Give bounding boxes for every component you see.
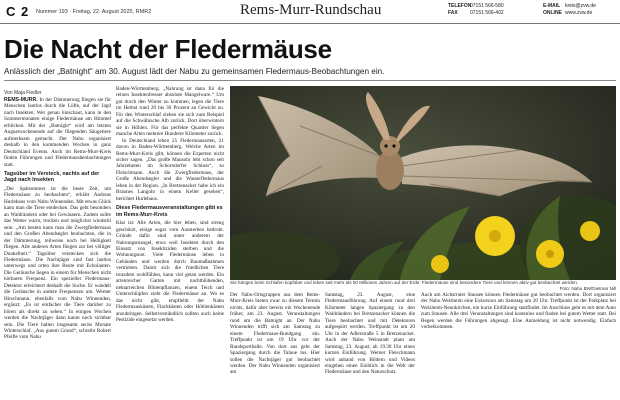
intro-text: In der Dämmerung fliegen sie für Menschen lautlos durch die Lüfte, auf der Jagd nach Insekten. Wer genau hinschaut, kann in den Sommermonaten einige Fledermäuse am Himmel erblicken. Mit der „Batnight“ wird am letzten Augustwochenende auf die fliegenden Säugetiere aufmerksam gemacht. Der Nabu organisiert deshalb in den kommenden Wochen in ganz Deutschland Events. Auch im Rems-Murr-Kreis finden Führungen und Fledermausbeobachtungen statt. [4, 97, 111, 168]
contact-value: 07151 566-580 [470, 3, 504, 9]
contact-key: ONLINE [543, 10, 562, 16]
masthead [0, 0, 620, 24]
article-column-2 [116, 86, 224, 397]
subheading: Diese Fledermausveranstaltungen gibt es im Rems-Murr-Kreis [116, 205, 223, 218]
article-column-5: Auch am Aichstruter Stausee können Fledermäuse gut beobachtet werden. Dort organisiert der Nabu Welzheim eine Exkursion am Samstag um 20 Uhr. Treffpunkt ist der Parkplatz bei Welzheim-Neunkirchen, ein kurze Einführung stattfindet. Im Anschluss geht es mit dem Auto zum Stausee. Alle drei Veranstaltungen sind kostenlos und finden bei gutem Wetter statt. Bei Regen werden die Führungen abgesagt. Eine Anmeldung ist nicht notwendig. Einfach vorbeikommen. [421, 292, 616, 331]
issue-info: Nummer 193 · Freitag, 22. August 2025, RMR2 [36, 9, 152, 15]
article-column-3: Der Nabu-Ortsgruppen aus dem Rems-Murr-Kreis bieten zwar zu diesem Termin nichts, dafür aber bereits ein Wochenende früher, am 23. August. Veranstaltungen rund um die Batnight an. Der Nabu Winnenden trifft sich am Samstag zu einem Fledermaus-Rundgang ein. Treffpunkt ist um 19 Uhr vor der Rundsporthalle. Von dort aus geht der Spaziergang durch die Talaue los. Hier sollen die Nachtjäger gut beobachtet werden. Der Nabu Winnenden organisiert am [230, 292, 320, 376]
contact-key: FAX [448, 10, 458, 16]
body-paragraph: Baden-Württemberg. „Nahrung ist dann für die reinen Insektenfresser absolute Mangelware.“ Um gut durch den Winter zu kommen, legen die Tiere im Herbst rund 20 bis 30 Prozent an Gewicht zu. Für den Winterschlaf ziehen sie sich zum Beispiel auf die Schwäbische Alb zurück. Dort überwintern sie in Höhlen. Für das perfekte Quartier liegen manche Arten mehrere Hunderte Kilometer zurück. [116, 86, 224, 138]
paper-name: Rems-Murr-Rundschau [240, 2, 382, 18]
body-paragraph: In Deutschland leben 25 Fledermausarten, 21 davon in Baden-Württemberg. Welche Arten im Rems-Murr-Kreis gibt, können die Experten nicht sicher sagen. „Das große Mausohr lebt schon seit Jahrzehnten im Schorndorfer Schloss“, so Fleischmann. Auch die Zwergfledermaus, der Große Abendsegler und die Wasserfledermaus leben in der Region. „In Bretzenacker habe ich ein Braunes Langohr in einem Keller gesehen“, berichtet Hurlebaus. [116, 137, 224, 202]
photo-credit: Foto: Nabu BW/Dietmar Nill [559, 286, 616, 291]
bat-illustration [230, 86, 616, 280]
body-paragraph: „Der Spätsommer ist die beste Zeit, um Fledermäuse zu beobachten“, erklärt Andreas Hurlebaus vom Nabu Winnenden. Mit etwas Glück kann man die Tiere entdecken. Das geht besonders an Waldrändern oder bei Gewässern. Zudem sollte das Wetter warm, trocken und möglichst windstill sein. „Am besten kann man die Zwergfledermaus und den Großen Abendsegler beobachten, die in der Dämmerung, teilweise noch bei Helligkeit fliegen. Alle anderen Arten fliegen zur bei völliger Dunkelheit.“ Tagsüber verstecken sich die Fledermäuse. Die Nachtjäger sind fast lautlos unterwegs und orten ihre Beute mit Echolauten. Die Geräusche liegen in einem für Menschen nicht hörbaren Frequenz. Ein spezieller Fledermaus-Detektor erleichtert deshalb die Suche. Er wandelt die Geräusche in andere Frequenzen um. Werner Hirschmann, ebenfalls vom Nabu Winnenden, ergänzt: „Es ist einfacher die Tiere darüber zu hören als direkt zu sehen.“ In einigen Wochen werden die Nachtjäger dann kaum noch sichtbar sein. Die Tiere halten insgesamt sechs Monate Winterschlaf. „Aus gutem Grund“, schreibt Robert Pfeifle vom Nabu [4, 185, 111, 341]
body-paragraph: Klar ist: Alle Arten, die hier leben, sind streng geschützt, einige sogar vom Aussterben bedroht. Gründe dafür sind unter anderem der Nahrungsmangel, etwa weil Insekten durch den Einsatz von Insektiziden sterben und die Wohnungsnot. Viele Fledermäuse leben in Gebäuden und werden durch Baumaßnahmen vertrieben. Damit sich die friedlichen Tiere trotzdem wohlfühlen, kann viel getan werden. Ein artenreicher Garten mit nachtblühenden, nektarreichen Blütenpflanzen, einem Teich und Unterschlüpfen zieht die Fledermäuse an. Wo es das nicht gibt, empfiehlt der Nabu Fledermauskästen, Flachkästen oder Höhlenkästen anzubringen. Selbstverständlich sollten auch keine Pestizide eingesetzt werden. [116, 220, 224, 323]
contact-key: E-MAIL [543, 3, 561, 9]
contact-value: kreis@zvw.de [565, 3, 596, 9]
headline: Die Nacht der Fledermäuse [4, 34, 332, 64]
contact-value: 07151 566-402 [470, 10, 504, 16]
divider [4, 80, 616, 81]
article-column-1 [4, 97, 111, 397]
dateline: REMS-MURR. [4, 97, 38, 103]
subheading: Tagsüber im Versteck, nachts auf der Jagd nach Insekten [4, 170, 100, 184]
contact-key: TELEFON [448, 3, 472, 9]
bat-photo [230, 86, 616, 280]
article-column-4: Samstag, 23. August, eine Fledermausführung. Auf einem rund drei Kilometer langen Spaziergang zu den Waldrändern bei Bretzenacker können die Tiere beobachtet und mit Detektoren aufgespürt werden. Treffpunkt ist um 20 Uhr in der Adlerstraße 5 in Bretzenacker. Auch der Nabu Weinstadt plant am Samstag, 23. August, ab 19.30 Uhr einen kurzen Einführung. Werner Fleischmann wird anhand von Bildern und Videos eingehen einen Einblick in die Welt der Fledermäuse und den Naturschutz. [325, 292, 415, 376]
contact-phone-fax [448, 3, 504, 17]
intro-paragraph [4, 97, 111, 168]
contact-email-online [543, 3, 596, 17]
photo-caption: Sie hängen beim Schlafen kopfüber und leben seit mehr als 50 Millionen Jahren auf der Erde: Fledermäuse sind besondere Tiere und können aktiv gut beobachtet werden. [230, 280, 579, 285]
page-number: C 2 [6, 4, 30, 19]
contact-value: www.zvw.de [565, 10, 593, 16]
byline: Von Maja Fiedler [4, 90, 42, 96]
subline: Anlässlich der „Batnight“ am 30. August lädt der Nabu zu gemeinsamen Fledermaus-Beobachtungen ein. [4, 67, 385, 76]
